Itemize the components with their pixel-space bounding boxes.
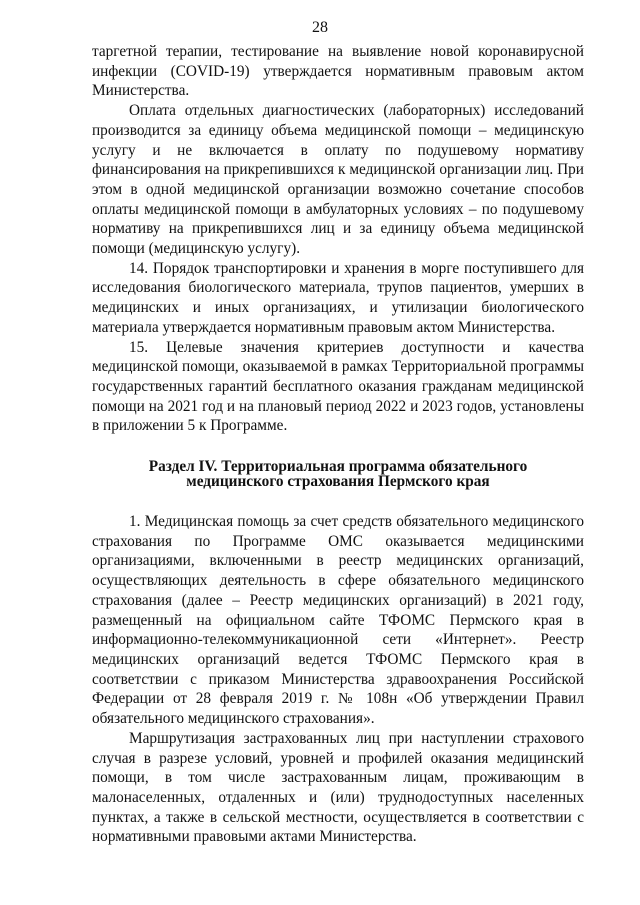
paragraph-covid-testing: таргетной терапии, тестирование на выявление новой коронавирусной инфекции (COVID-19) утверждается нормативным правовым актом Министерства. bbox=[92, 43, 584, 100]
paragraph-lab-payment: Оплата отдельных диагностических (лабораторных) исследований производится за единицу объема медицинской помощи – медицинскую услугу и не включается в оплату по подушевому нормативу финансирования на прикрепившихся к медицинской организации лиц. При этом в одной медицинской организации возможно сочетание способов оплаты медицинской помощи в амбулаторных условиях – по подушевому нормативу на прикрепившихся лиц и за единицу объема медицинской помощи (медицинскую услугу). bbox=[92, 102, 584, 258]
section-heading: Раздел IV. Территориальная программа обязательного медицинского страхования Пермского края bbox=[148, 458, 528, 491]
paragraph-item-14: 14. Порядок транспортировки и хранения в морге поступившего для исследования биологического материала, трупов пациентов, умерших в медицинских и иных организациях, и утилизации биологического материала утверждается нормативным правовым актом Министерства. bbox=[92, 259, 584, 336]
paragraph-routing: Маршрутизация застрахованных лиц при наступлении страхового случая в разрезе условий, уровней и профилей оказания медицинский помощи, в том числе застрахованным лицам, проживающим в малонаселенных, отдаленных и (или) труднодоступных населенных пунктах, а также в сельской местности, осуществляется в соответствии с нормативными правовыми актами Министерства. bbox=[92, 729, 584, 846]
page-number: 28 bbox=[312, 19, 328, 36]
document-body bbox=[92, 42, 584, 847]
paragraph-item-15: 15. Целевые значения критериев доступности и качества медицинской помощи, оказываемой в рамках Территориальной программы государственных гарантий бесплатного оказания гражданам медицинской помощи на 2021 год и на плановый период 2022 и 2023 годов, установлены в приложении 5 к Программе. bbox=[92, 338, 584, 435]
paragraph-item-1: 1. Медицинская помощь за счет средств обязательного медицинского страхования по Программе ОМС оказывается медицинскими организациями, включенными в реестр медицинских организаций, осуществляющих деятельность в сфере обязательного медицинского страхования (далее – Реестр медицинских организаций) в 2021 году, размещенный на официальном сайте ТФОМС Пермского края в информационно-телекоммуникационной сети «Интернет». Реестр медицинских организаций ведется ТФОМС Пермского края в соответствии с приказом Министерства здравоохранения Российской Федерации от 28 февраля 2019 г. № 108н «Об утверждении Правил обязательного медицинского страхования». bbox=[92, 513, 584, 728]
